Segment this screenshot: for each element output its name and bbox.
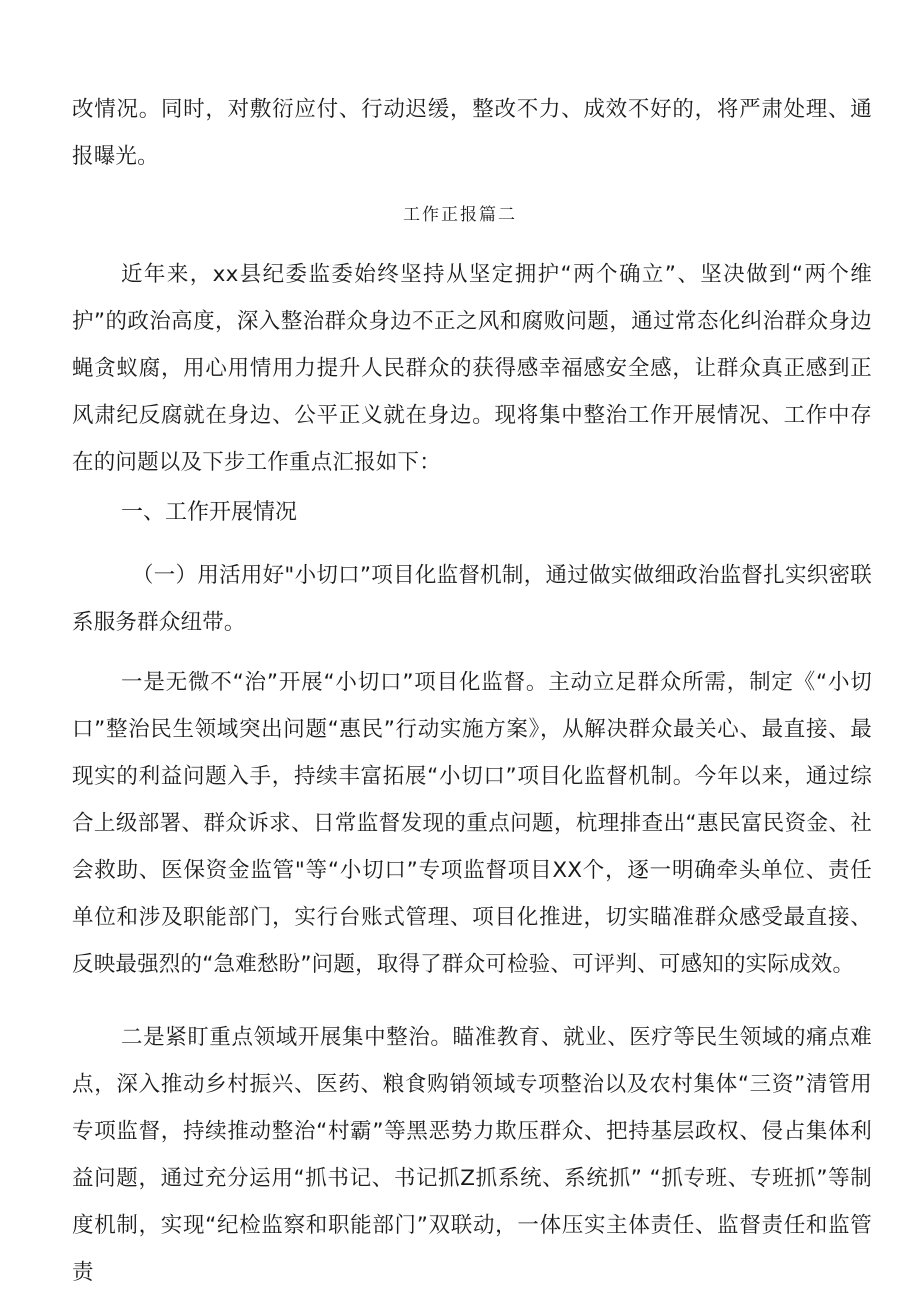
subheading-1: （一）用活用好"小切口”项目化监督机制，通过做实做细政治监督扎实织密联系服务群众纽带。 — [72, 563, 872, 635]
paragraph-2: 二是紧盯重点领域开展集中整治。瞄准教育、就业、医疗等民生领域的痛点难点，深入推动乡村振兴、医药、粮食购销领域专项整治以及农村集体“三资”清管用专项监督，持续推动整治“村霸”等黑恶势力欺压群众、把持基层政权、侵占集体利益问题，通过充分运用“抓书记、书记抓Z抓系统、系统抓” “抓专班、专班抓”等制度机制，实现“纪检监察和职能部门”双联动，一体压实主体责任、监督责任和监管责 — [72, 1025, 872, 1285]
section-title: 工作正报篇二 — [403, 205, 517, 225]
heading-work-progress: 一、工作开展情况 — [121, 500, 298, 525]
continuation-paragraph: 改情况。同时，对敷衍应付、行动迟缓，整改不力、成效不好的，将严肃处理、通报曝光。 — [72, 97, 872, 169]
intro-paragraph: 近年来，xx县纪委监委始终坚持从坚定拥护“两个确立”、坚决做到“两个维护”的政治高度，深入整治群众身边不正之风和腐败问题，通过常态化纠治群众身边蝇贪蚁腐，用心用情用力提升人民群众的获得感幸福感安全感，让群众真正感到正风肃纪反腐就在身边、公平正义就在身边。现将集中整治工作开展情况、工作中存在的问题以及下步工作重点汇报如下： — [72, 262, 872, 475]
paragraph-1: 一是无微不“治”开展“小切口”项目化监督。主动立足群众所需，制定《“小切口”整治民生领域突出问题“惠民”行动实施方案》，从解决群众最关心、最直接、最现实的利益问题入手，持续丰富拓展“小切口”项目化监督机制。今年以来，通过综合上级部署、群众诉求、日常监督发现的重点问题，杭理排查出“惠民富民资金、社会救助、医保资金监管"等“小切口”专项监督项目XX个，逐一明确牵头单位、责任单位和涉及职能部门，实行台账式管理、项目化推进，切实瞄准群众感受最直接、反映最强烈的“急难愁盼”问题，取得了群众可检验、可评判、可感知的实际成效。 — [72, 670, 872, 977]
